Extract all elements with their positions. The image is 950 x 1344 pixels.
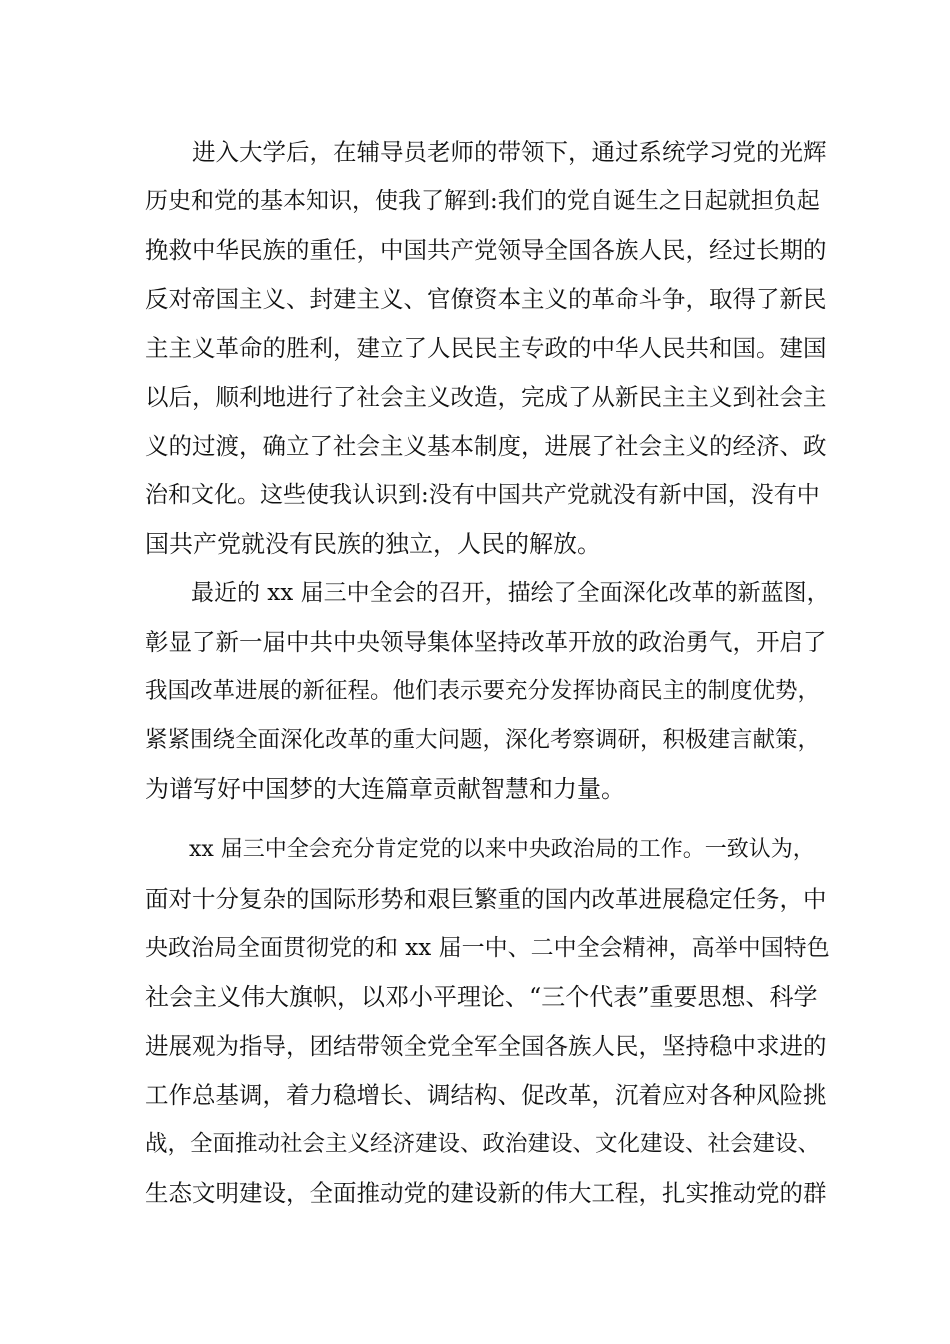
- text-line: 治和文化。这些使我认识到:没有中国共产党就没有新中国，没有中: [145, 482, 820, 508]
- text-line: 生态文明建设，全面推动党的建设新的伟大工程，扎实推动党的群: [145, 1179, 827, 1207]
- text-line: 紧紧围绕全面深化改革的重大问题，深化考察调研，积极建言献策，: [145, 727, 821, 753]
- text-line: 面对十分复杂的国际形势和艰巨繁重的国内改革进展稳定任务，中: [145, 885, 827, 913]
- text-line: 历史和党的基本知识，使我了解到:我们的党自诞生之日起就担负起: [145, 188, 820, 214]
- text-line: 国共产党就没有民族的独立，人民的解放。: [145, 530, 601, 558]
- text-line: 主主义革命的胜利，建立了人民民主专政的中华人民共和国。建国: [145, 334, 827, 362]
- text-line: 工作总基调，着力稳增长、调结构、促改革，沉着应对各种风险挑: [145, 1081, 827, 1109]
- text-line: 进展观为指导，团结带领全党全军全国各族人民，坚持稳中求进的: [145, 1032, 827, 1060]
- text-line: 央政治局全面贯彻党的和 xx 届一中、二中全会精神，高举中国特色: [145, 935, 830, 961]
- text-line: 以后，顺利地进行了社会主义改造，完成了从新民主主义到社会主: [145, 383, 827, 411]
- text-line: 彰显了新一届中共中央领导集体坚持改革开放的政治勇气，开启了: [145, 628, 827, 656]
- text-line: xx 届三中全会充分肯定党的以来中央政治局的工作。一致认为，: [145, 837, 815, 862]
- text-line: 为谱写好中国梦的大连篇章贡献智慧和力量。: [145, 775, 625, 803]
- text-line: 我国改革进展的新征程。他们表示要充分发挥协商民主的制度优势，: [145, 678, 821, 704]
- text-line: 社会主义伟大旗帜，以邓小平理论、“三个代表”重要思想、科学: [145, 983, 818, 1011]
- text-line: 反对帝国主义、封建主义、官僚资本主义的革命斗争，取得了新民: [145, 285, 827, 313]
- text-line: 最近的 xx 届三中全会的召开，描绘了全面深化改革的新蓝图，: [145, 580, 830, 606]
- text-line: 进入大学后，在辅导员老师的带领下，通过系统学习党的光辉: [145, 138, 827, 166]
- text-line: 义的过渡，确立了社会主义基本制度，进展了社会主义的经济、政: [145, 432, 827, 460]
- text-line: 挽救中华民族的重任，中国共产党领导全国各族人民，经过长期的: [145, 236, 827, 264]
- text-line: 战，全面推动社会主义经济建设、政治建设、文化建设、社会建设、: [145, 1131, 821, 1157]
